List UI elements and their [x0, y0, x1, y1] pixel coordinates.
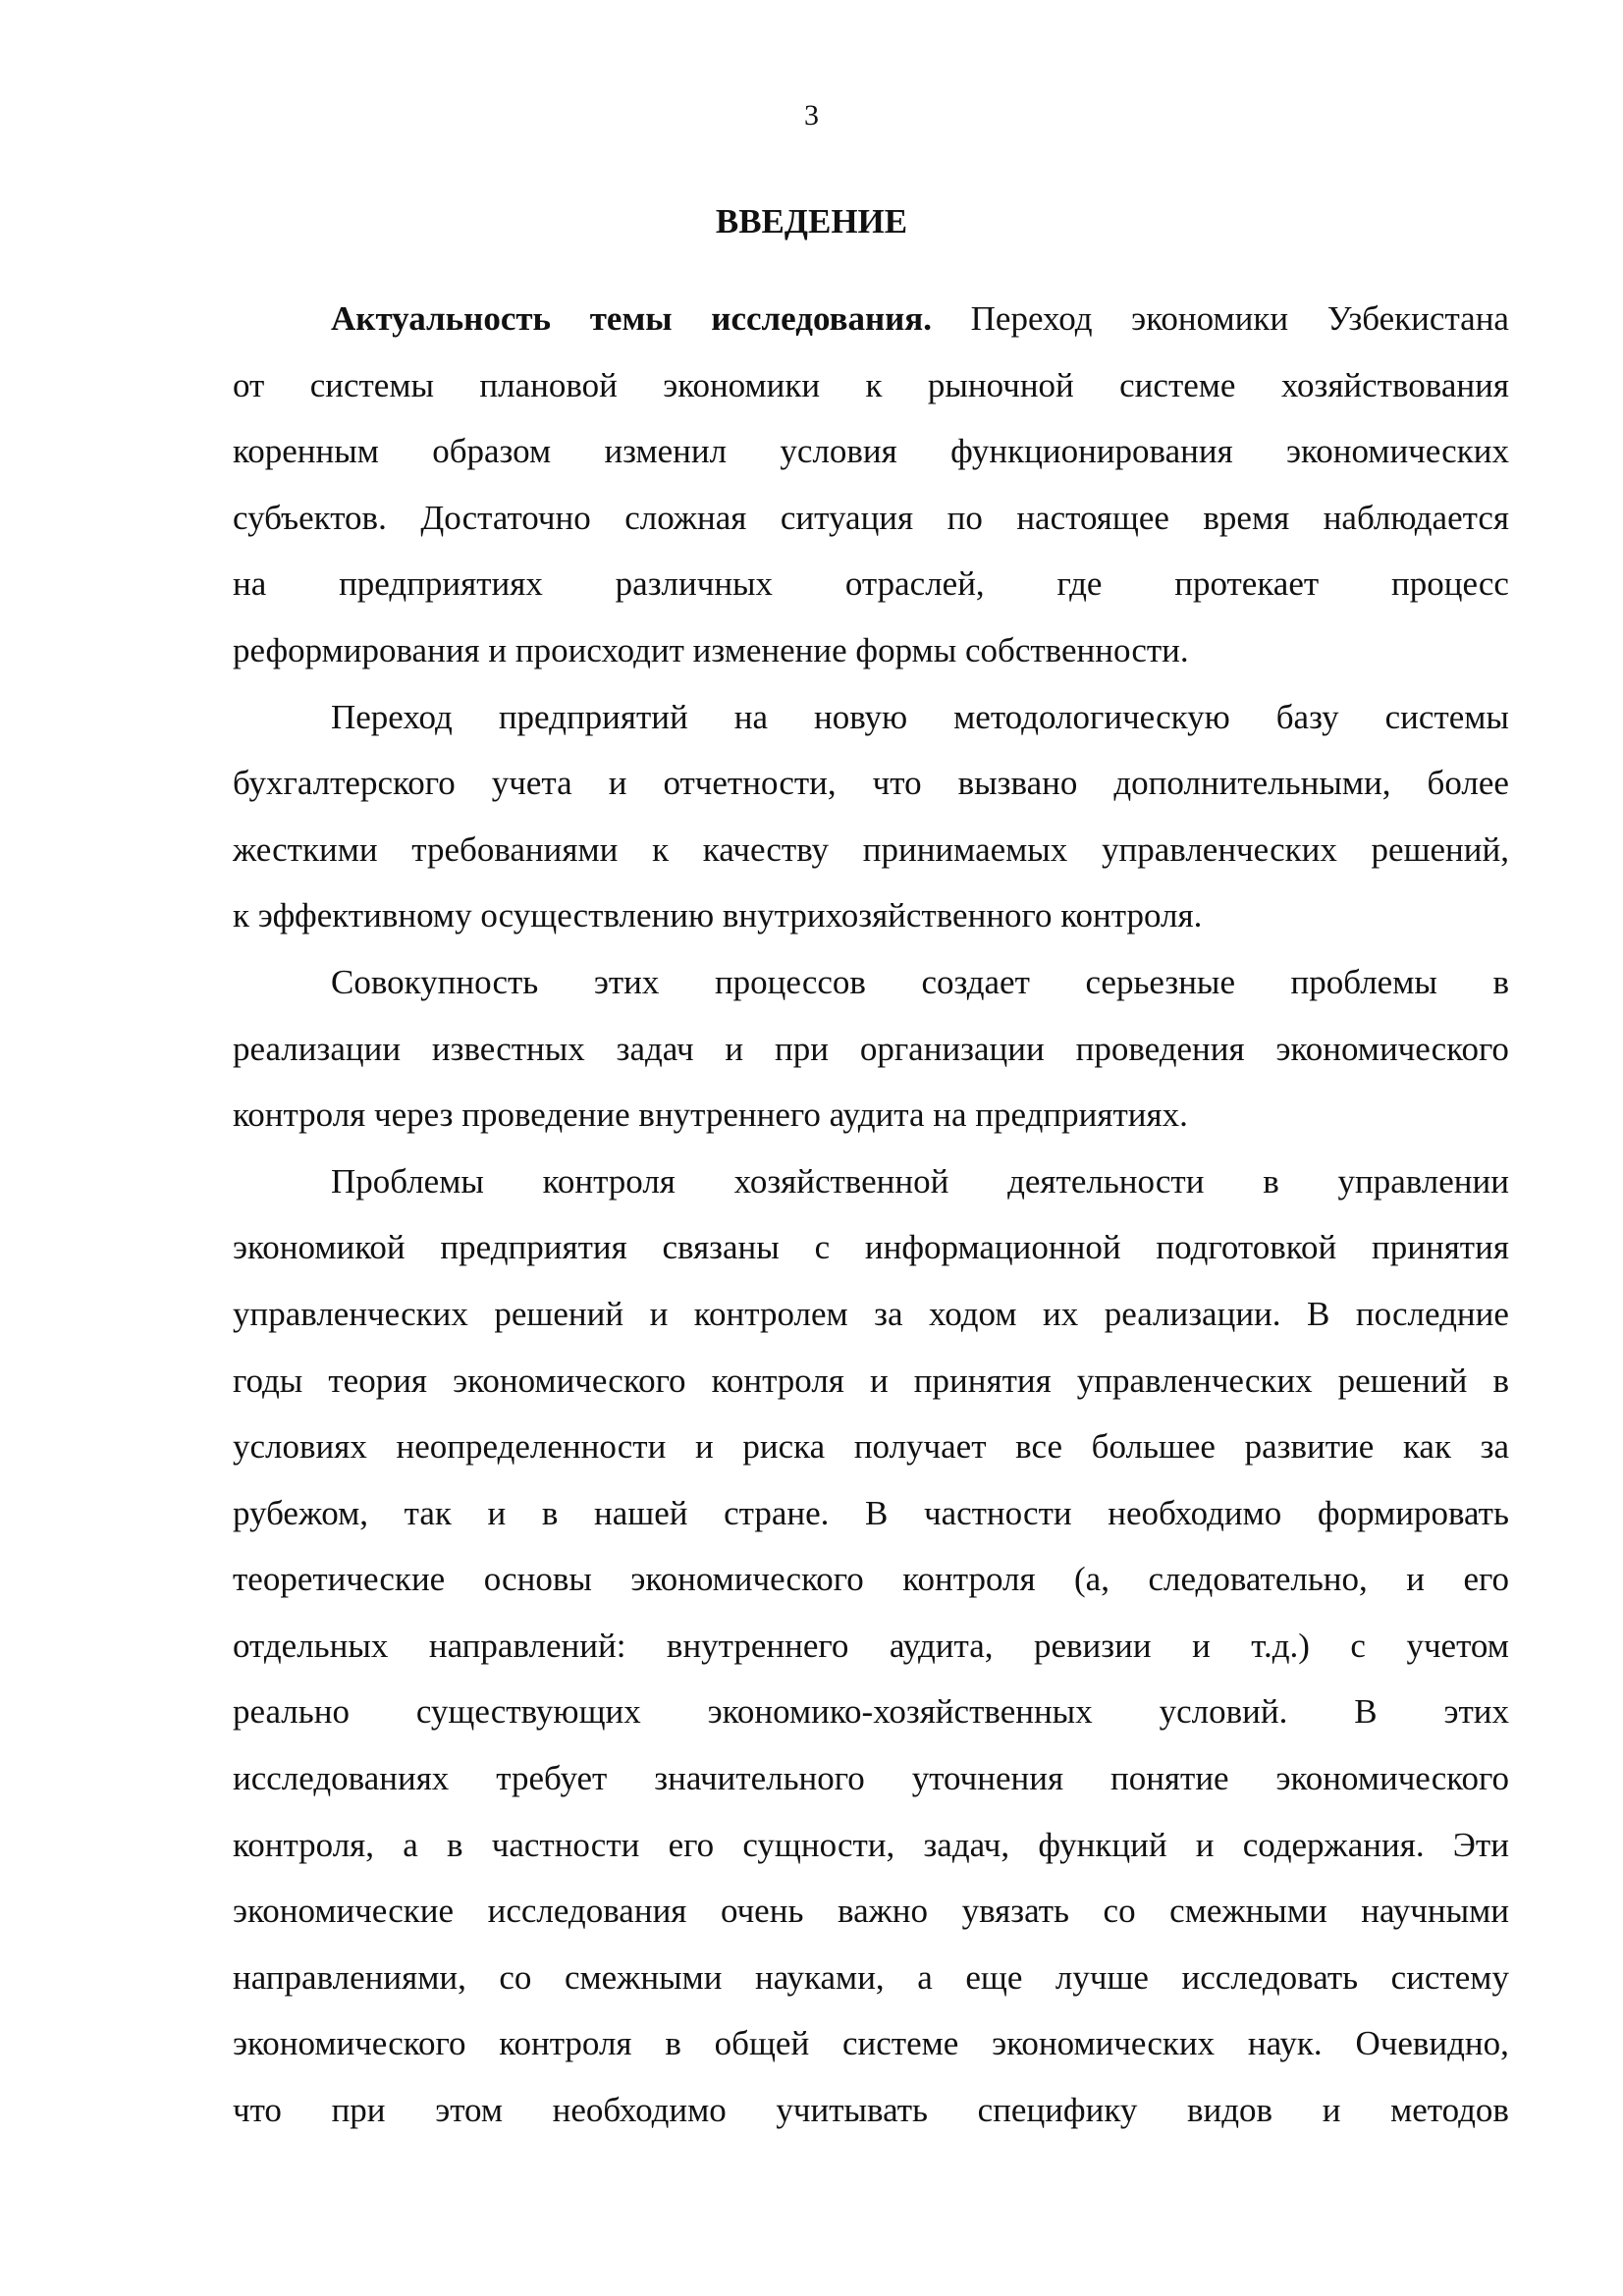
word: в	[1263, 1161, 1279, 1201]
word: условия	[780, 432, 897, 471]
word: проведения	[1075, 1029, 1245, 1068]
word: стране.	[724, 1493, 830, 1532]
word: получает	[853, 1427, 987, 1467]
text-line	[233, 684, 1509, 751]
word: экономического	[233, 2024, 466, 2063]
word: наблюдается	[1323, 498, 1509, 537]
word: большее	[1091, 1427, 1216, 1467]
text-line	[233, 1945, 1509, 2011]
word: предприятиях	[339, 564, 543, 604]
word: системе	[842, 2024, 959, 2063]
text-line	[233, 2077, 1509, 2144]
word: учета	[491, 764, 572, 803]
word: плановой	[479, 365, 618, 404]
word: проблемы	[1290, 962, 1437, 1001]
word: со	[499, 1957, 532, 1997]
word: управлении	[1337, 1161, 1509, 1201]
word: протекает	[1174, 564, 1320, 604]
text-line	[233, 1480, 1509, 1547]
word: В	[865, 1493, 889, 1532]
word: этих	[593, 962, 660, 1001]
word: видов	[1186, 2091, 1273, 2130]
text-line	[233, 1613, 1509, 1680]
word: его	[668, 1825, 715, 1864]
word: еще	[965, 1957, 1023, 1997]
text-line	[233, 485, 1509, 552]
word: существующих	[415, 1692, 641, 1732]
word: понятие	[1109, 1759, 1229, 1798]
word: исследования	[487, 1892, 687, 1931]
word: Совокупность	[331, 962, 539, 1001]
word: т.д.)	[1251, 1626, 1310, 1665]
word: наук.	[1247, 2024, 1323, 2063]
word: за	[1480, 1427, 1509, 1467]
word: Узбекистана	[1326, 299, 1509, 338]
word: серьезные	[1085, 962, 1235, 1001]
word: и	[1406, 1560, 1425, 1599]
word: функций	[1038, 1825, 1167, 1864]
word: дополнительными,	[1113, 764, 1391, 803]
text-line	[233, 817, 1509, 883]
word: экономического	[630, 1560, 864, 1599]
word: реализации.	[1104, 1294, 1281, 1333]
text-line	[233, 1214, 1509, 1281]
text-line: к эффективному осуществлению внутрихозяйственного контроля.	[233, 896, 1203, 935]
word: деятельности	[1007, 1161, 1205, 1201]
word: экономико-хозяйственных	[707, 1692, 1093, 1732]
text-line: реформирования и происходит изменение формы собственности.	[233, 630, 1189, 669]
word: важно	[838, 1892, 929, 1931]
word: условиях	[233, 1427, 367, 1467]
word: темы	[589, 299, 673, 338]
text-line	[233, 1414, 1509, 1480]
word: управленческих	[233, 1294, 468, 1333]
word: системы	[309, 365, 434, 404]
word: основы	[483, 1560, 592, 1599]
word: и	[1322, 2091, 1341, 2130]
word: от	[233, 365, 265, 404]
word: этом	[435, 2091, 504, 2130]
word: задач,	[923, 1825, 1010, 1864]
word: экономикой	[233, 1228, 406, 1267]
word: контроля	[711, 1361, 844, 1400]
word: принимаемых	[862, 829, 1068, 869]
text-line	[233, 750, 1509, 817]
word: смежными	[564, 1957, 723, 1997]
word: в	[1492, 962, 1509, 1001]
word: сущности,	[742, 1825, 895, 1864]
word: контроля	[902, 1560, 1036, 1599]
word: а	[403, 1825, 418, 1864]
word: неопределенности	[396, 1427, 667, 1467]
word: контроля	[499, 2024, 632, 2063]
word: (а,	[1074, 1560, 1109, 1599]
word: последние	[1355, 1294, 1509, 1333]
word: Достаточно	[420, 498, 591, 537]
word: уточнения	[911, 1759, 1064, 1798]
word: изменил	[604, 432, 728, 471]
word: теория	[328, 1361, 428, 1400]
word: необходимо	[552, 2091, 727, 2130]
word: этих	[1443, 1692, 1509, 1732]
word: в	[447, 1825, 463, 1864]
word: при	[775, 1029, 829, 1068]
word: и	[869, 1361, 889, 1400]
word: науками,	[755, 1957, 885, 1997]
text-line	[233, 1812, 1509, 1879]
word: рыночной	[927, 365, 1074, 404]
word: создает	[921, 962, 1030, 1001]
word: так	[404, 1493, 452, 1532]
word: где	[1056, 564, 1103, 604]
text-line	[233, 1745, 1509, 1812]
word: с	[814, 1228, 831, 1267]
word: вызвано	[957, 764, 1078, 803]
word: В	[1354, 1692, 1378, 1732]
word: экономического	[453, 1361, 686, 1400]
word: все	[1015, 1427, 1062, 1467]
word: на	[733, 697, 768, 736]
word: и	[725, 1029, 744, 1068]
word: аудита,	[889, 1626, 994, 1665]
word: направлениями,	[233, 1957, 466, 1997]
word: Очевидно,	[1355, 2024, 1509, 2063]
text-line	[233, 2010, 1509, 2077]
section-heading: ВВЕДЕНИЕ	[715, 202, 908, 240]
word: системы	[1384, 697, 1509, 736]
word: Актуальность	[331, 299, 552, 338]
word: экономики	[1131, 299, 1289, 338]
word: известных	[431, 1029, 585, 1068]
word: развитие	[1244, 1427, 1375, 1467]
word: и	[487, 1493, 507, 1532]
word: связаны	[662, 1228, 780, 1267]
word: систему	[1390, 1957, 1509, 1997]
word: экономического	[1275, 1759, 1509, 1798]
word: более	[1427, 764, 1509, 803]
text-line	[233, 1281, 1509, 1348]
word: условий.	[1159, 1692, 1288, 1732]
word: время	[1203, 498, 1290, 537]
word: частности	[491, 1825, 640, 1864]
text-line	[233, 949, 1509, 1016]
word: в	[1492, 1361, 1509, 1400]
word: принятия	[913, 1361, 1052, 1400]
word: смежными	[1169, 1892, 1327, 1931]
text-line	[233, 1016, 1509, 1083]
word: специфику	[977, 2091, 1138, 2130]
word: управленческих	[1076, 1361, 1313, 1400]
word: исследовать	[1181, 1957, 1359, 1997]
text-line	[233, 1878, 1509, 1945]
word: качеству	[702, 829, 830, 869]
word: содержания.	[1242, 1825, 1425, 1864]
word: на	[233, 564, 267, 604]
word: Эти	[1452, 1825, 1509, 1864]
word: рубежом,	[233, 1493, 369, 1532]
word: контроля,	[233, 1825, 375, 1864]
word: предприятия	[440, 1228, 627, 1267]
word: формировать	[1317, 1493, 1509, 1532]
word: при	[331, 2091, 386, 2130]
text-line	[233, 1148, 1509, 1215]
word: процесс	[1390, 564, 1509, 604]
text-line	[233, 352, 1509, 419]
word: различных	[615, 564, 774, 604]
word: к	[865, 365, 883, 404]
word: задач	[616, 1029, 694, 1068]
word: ревизии	[1034, 1626, 1152, 1665]
text-line	[233, 1348, 1509, 1415]
word: нашей	[593, 1493, 688, 1532]
word: направлений:	[428, 1626, 626, 1665]
word: организации	[859, 1029, 1045, 1068]
text-line	[233, 1679, 1509, 1745]
word: и	[1192, 1626, 1211, 1665]
word: лучше	[1055, 1957, 1149, 1997]
word: очень	[720, 1892, 804, 1931]
word: контроля	[542, 1161, 676, 1201]
word: частности	[923, 1493, 1072, 1532]
word: а	[917, 1957, 933, 1997]
word: предприятий	[498, 697, 688, 736]
word: Проблемы	[331, 1161, 484, 1201]
word: что	[872, 764, 922, 803]
word: с	[1350, 1626, 1366, 1665]
word: научными	[1361, 1892, 1509, 1931]
word: за	[874, 1294, 903, 1333]
word: Переход	[331, 697, 453, 736]
word: реально	[233, 1692, 350, 1732]
word: экономического	[1275, 1029, 1509, 1068]
word: в	[665, 2024, 681, 2063]
word: новую	[813, 697, 908, 736]
word: экономические	[233, 1892, 455, 1931]
word: коренным	[233, 432, 379, 471]
word: учитывать	[776, 2091, 929, 2130]
word: В	[1307, 1294, 1330, 1333]
word: и	[1195, 1825, 1215, 1864]
word: учетом	[1406, 1626, 1509, 1665]
word: принятия	[1372, 1228, 1509, 1267]
word: решений	[1337, 1361, 1468, 1400]
text-line	[233, 551, 1509, 617]
word: экономики	[663, 365, 821, 404]
word: значительного	[654, 1759, 865, 1798]
word: отраслей,	[844, 564, 985, 604]
word: Переход	[970, 299, 1093, 338]
word: реализации	[233, 1029, 402, 1068]
word: экономических	[992, 2024, 1216, 2063]
word: подготовкой	[1156, 1228, 1337, 1267]
text-line	[233, 418, 1509, 485]
text-line	[233, 286, 1509, 352]
word: общей	[714, 2024, 810, 2063]
word: методов	[1390, 2091, 1509, 2130]
word: требованиями	[411, 829, 619, 869]
word: в	[541, 1493, 559, 1532]
word: решений,	[1371, 829, 1509, 869]
word: его	[1463, 1560, 1509, 1599]
text-line: контроля через проведение внутреннего аудита на предприятиях.	[233, 1095, 1188, 1135]
word: как	[1402, 1427, 1451, 1467]
word: бухгалтерского	[233, 764, 456, 803]
word: ходом	[929, 1294, 1017, 1333]
word: отчетности,	[663, 764, 837, 803]
word: настоящее	[1016, 498, 1169, 537]
word: сложная	[624, 498, 747, 537]
body-text	[233, 286, 1509, 2144]
word: хозяйственной	[733, 1161, 949, 1201]
word: субъектов.	[233, 498, 387, 537]
word: образом	[432, 432, 552, 471]
word: системе	[1119, 365, 1236, 404]
word: исследования.	[711, 299, 932, 338]
word: отдельных	[233, 1626, 389, 1665]
word: и	[649, 1294, 669, 1333]
word: жесткими	[233, 829, 378, 869]
word: риска	[742, 1427, 826, 1467]
page-number: 3	[804, 99, 819, 132]
word: методологическую	[953, 697, 1230, 736]
word: годы	[233, 1361, 303, 1400]
word: их	[1043, 1294, 1079, 1333]
word: базу	[1275, 697, 1339, 736]
word: хозяйствования	[1280, 365, 1509, 404]
word: по	[947, 498, 983, 537]
word: теоретические	[233, 1560, 446, 1599]
word: необходимо	[1108, 1493, 1282, 1532]
word: увязать	[961, 1892, 1069, 1931]
word: функционирования	[950, 432, 1233, 471]
word: ситуация	[780, 498, 914, 537]
word: управленческих	[1102, 829, 1337, 869]
word: и	[694, 1427, 714, 1467]
word: информационной	[864, 1228, 1121, 1267]
word: со	[1103, 1892, 1136, 1931]
word: внутреннего	[666, 1626, 849, 1665]
word: требует	[496, 1759, 608, 1798]
word: что	[233, 2091, 282, 2130]
word: исследованиях	[233, 1759, 450, 1798]
text-line	[233, 1546, 1509, 1613]
word: решений	[494, 1294, 624, 1333]
word: и	[608, 764, 627, 803]
word: следовательно,	[1148, 1560, 1368, 1599]
word: экономических	[1285, 432, 1509, 471]
word: контролем	[693, 1294, 848, 1333]
word: процессов	[714, 962, 866, 1001]
word: к	[652, 829, 670, 869]
